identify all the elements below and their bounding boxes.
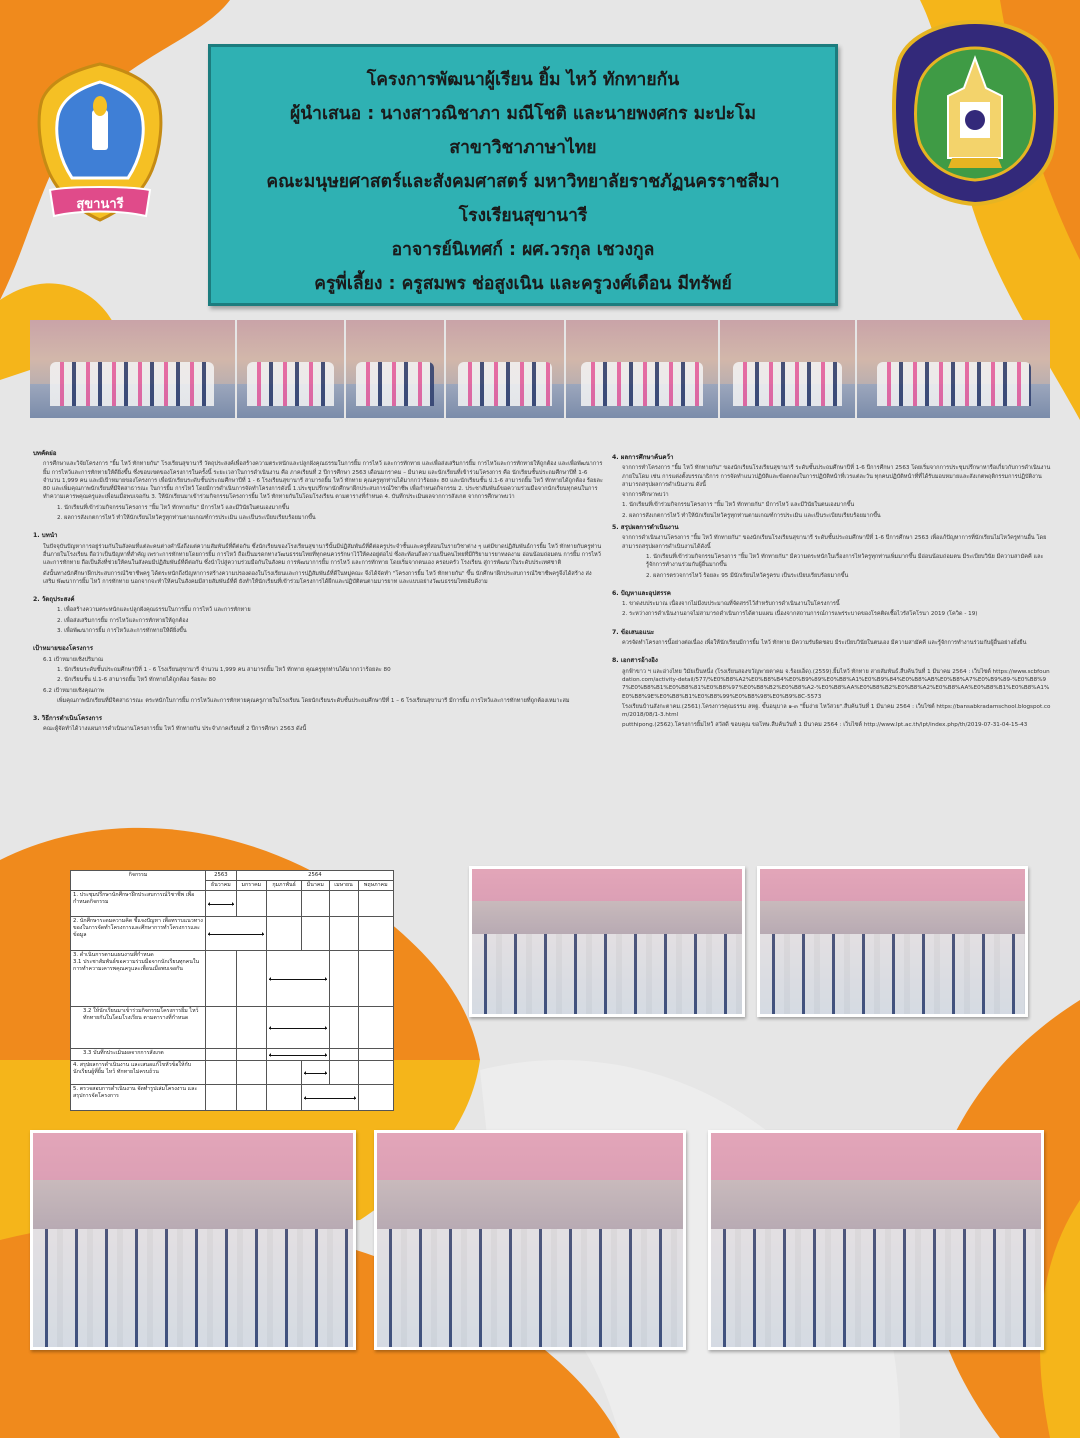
table-row: 5. ตรวจสอบการดำเนินงาน จัดทำรูปเล่มโครงงาน และสรุปการจัดโครงการ <box>71 1085 206 1111</box>
paragraph: เพิ่มคุณภาพนักเรียนที่มีจิตสาธารณะ ตระหนักในการยิ้ม การไหว้และการทักทายคุณครูภายในโรงเรียน โดยนักเรียนระดับชั้นประถมศึกษาปีที่ 1 – 6 โรงเรียนสุขานารี มีการยิ้ม การไหว้และการทักทายที่ถูกต้องเหมาะสม <box>57 697 570 704</box>
activity-photo <box>757 866 1028 1017</box>
month-header: กุมภาพันธ์ <box>267 881 302 891</box>
section-heading: 2. วัตถุประสงค์ <box>33 596 75 604</box>
table-row: 2. นักศึกษาระดมความคิด ชี้แจงปัญหา เพื่อทราบแนวทางของในการจัดทำโครงการและศึกษาการทำโครงการและข้อมูล <box>71 917 206 951</box>
photo-strip <box>30 320 1050 418</box>
timeline-arrow <box>269 1055 327 1056</box>
timeline-cell <box>267 1049 330 1061</box>
section-heading: 7. ข้อเสนอแนะ <box>612 628 655 636</box>
table-row: 3. ดำเนินการตามแผนงานที่กำหนด 3.1 ประชาสัมพันธ์ขอความร่วมมือจากนักเรียนทุกคนในการทำความเคารพคุณครูและเพื่อนเมื่อพบเจอกัน <box>71 951 206 1007</box>
timeline-arrow <box>304 1098 355 1099</box>
timeline-cell <box>267 1007 330 1049</box>
section-heading: 5. สรุปผลการดำเนินงาน <box>612 524 679 532</box>
table-row: 1. ประชุมปรึกษานักศึกษาฝึกประสบการณ์วิชาชีพ เพื่อกำหนดกิจกรรม <box>71 891 206 917</box>
month-header: มกราคม <box>236 881 266 891</box>
timeline-arrow <box>269 979 327 980</box>
timeline-cell <box>302 1061 329 1085</box>
timeline-arrow <box>208 904 234 905</box>
paragraph: ในปัจจุบันปัญหาการอยู่ร่วมกันในสังคมที่แต่ละคนต่างคำนึงถึงแต่ความสัมพันธ์ที่ดีต่อกัน ซึ่งนักเรียนของโรงเรียนสุขานารีนั้นมีปฏิสัมพันธ์ที่ดีต่อครูประจำชั้นและครูที่สอนในรายวิชาต่าง ๆ แต่มีขาดปฏิสัมพันธ์การยิ้ม ไหว้ ทักทายกับครูท่านอื่นภายในโรงเรียน ถือว่าเป็นปัญหาที่สำคัญ เพราะการทักทายโดยการยิ้ม การไหว้ ถือเป็นมรดกทางวัฒนธรรมไทยที่ทุกคนควรรักษาไว้ให้คงอยู่ต่อไป ซึ่งสะท้อนถึงความเป็นคนไทยที่มีกิริยามารยาทงดงาม อ่อนน้อมถ่อมตน การยิ้ม การไหว้ และการทักทาย ถือเป็นสิ่งที่ช่วยให้คนในสังคมมีปฏิสัมพันธ์ที่ดีต่อกัน ซึ่งนำไปสู่ความร่วมมือกันในสังคม การพัฒนาการยิ้ม การไหว้ และการทักทาย โดยเริ่มจากตนเอง ครอบครัว โรงเรียน สู่การพัฒนาในระดับประเทศชาติ <box>43 543 602 567</box>
photo <box>30 320 235 418</box>
list-item: 1. ขาดงบประมาณ เนื่องจากไม่มีงบประมาณที่จัดสรรไว้สำหรับการดำเนินงานในโครงการนี้ <box>622 601 840 608</box>
section-heading: 6. ปัญหาและอุปสรรค <box>612 589 671 597</box>
list-item: 1. นักเรียนที่เข้าร่วมกิจกรรมโครงการ "ยิ้ม ไหว้ ทักทายกัน" มีการไหว้ และมีวินัยในตนเองมากขึ้น <box>622 502 855 509</box>
timeline-arrow <box>269 1028 327 1029</box>
department: สาขาวิชาภาษาไทย <box>449 138 597 158</box>
presenters: ผู้นำเสนอ : นางสาวณิชาภา มณีโชติ และนายพงศกร มะปะโม <box>289 104 757 124</box>
mentor-teachers: ครูพี่เลี้ยง : ครูสมพร ช่อสูงเนิน และครูวงศ์เดือน มีทรัพย์ <box>314 274 732 294</box>
table-header: 2563 <box>206 871 237 881</box>
list-item: 1. นักเรียนที่เข้าร่วมกิจกรรมโครงการ "ยิ้ม ไหว้ ทักทายกัน" มีความตระหนักในเรื่องการไหว้ครูทุกท่านเพิ่มมากขึ้น มีอ่อนน้อมถ่อมตน มีระเบียบวินัย มีความสามัคคี และรู้จักการทำงานร่วมกับผู้อื่นมากขึ้น <box>646 553 1044 569</box>
paragraph: การศึกษาและวิจัยโครงการ "ยิ้ม ไหว้ ทักทายกัน" โรงเรียนสุขานารี วัตถุประสงค์เพื่อสร้างความตระหนักและปลูกฝังคุณธรรมในการยิ้ม การไหว้ และการทักทาย และเพื่อส่งเสริมการยิ้ม การไหว้และการทักทายให้ถูกต้อง และเพื่อพัฒนาการยิ้ม การไหว้และการทักทายให้ดียิ่งขึ้น ซึ่งขอบเขตของโครงการในครั้งนี้ ระยะเวลาในการดำเนินงาน คือ ภาคเรียนที่ 2 ปีการศึกษา 2563 เดือนมกราคม – มีนาคม และนักเรียนที่เข้าร่วมโครงการ คือ นักเรียนชั้นประถมศึกษาปีที่ 1-6 จำนวน 1,999 คน และมีเป้าหมายของโครงการ เพื่อนักเรียนระดับชั้นประถมศึกษาปีที่ 1 - 6 โรงเรียนสุขานารี สามารถยิ้ม ไหว้ ทักทาย คุณครูทุกท่านได้มากกว่าร้อยละ 80 และนักเรียนชั้น ป.1-6 สามารถยิ้ม ไหว้ ทักทายได้ถูกต้อง ร้อยละ 80 และเพิ่มคุณภาพนักเรียนที่มีจิตสาธารณะ ในการยิ้ม การไหว้ โดยมีการดำเนินการจัดทำโครงการดังนี้ 1.ประชุมปรึกษานักศึกษาฝึกประสบการณ์วิชาชีพ เพื่อกำหนดกิจกรรม 2. ประชาสัมพันธ์ขอความร่วมมือจากนักเรียนทุกคนในการทำความเคารพคุณครูและเพื่อนเมื่อพบเจอกัน 3. ให้นักเรียนมาเข้าร่วมกิจกรรมโครงการยิ้ม ไหว้ ทักทายกันในโดมโรงเรียน ตามตารางที่กำหนด 4. บันทึกประเมินผลจากการสังเกต จากการศึกษาพบว่า <box>43 461 603 501</box>
table-header: กิจกรรม <box>71 871 206 891</box>
paragraph: 6.1 เป้าหมายเชิงปริมาณ <box>43 656 104 663</box>
reference-item: putthipong.(2562).โครงการยิ้มไหว้ สวัสดี ขอบคุณ ขอโทษ.สืบค้นวันที่ 1 มีนาคม 2564 : เว็บไซต์ http://www.lpt.ac.th/lpt/index.php/th/2019-07-31-04-15-43 <box>622 722 1028 729</box>
section-heading: บทคัดย่อ <box>33 450 57 457</box>
section-heading: 8. เอกสารอ้างอิง <box>612 657 658 665</box>
reference-item: โรงเรียนบ้านสังกะตาคม.(2561).โครงการคุณธรรม ลหฐ. ขั้นอนุบาล ๑-๓ "ยิ้มง่าย ไหว้สวย".สืบค้นวันที่ 1 มีนาคม 2564 : เว็บไซต์ https://bansabkradamschool.blogspot.com/2018/08/1-3.html <box>622 703 1051 719</box>
title-box <box>208 44 838 306</box>
list-item: 1. นักเรียนระดับชั้นประถมศึกษาปีที่ 1 - 6 โรงเรียนสุขานารี จำนวน 1,999 คน สามารถยิ้ม ไหว้ ทักทาย คุณครูทุกท่านได้มากกว่าร้อยละ 80 <box>57 666 391 673</box>
table-row: 3.2 ให้นักเรียนมาเข้าร่วมกิจกรรมโครงการยิ้ม ไหว้ ทักทายกันในโดมโรงเรียน ตามตารางที่กำหนด <box>71 1007 206 1049</box>
timeline-cell <box>206 917 267 951</box>
activity-photo <box>469 866 745 1017</box>
table-header: 2564 <box>236 871 393 881</box>
project-title: โครงการพัฒนาผู้เรียน ยิ้ม ไหว้ ทักทายกัน <box>366 70 680 90</box>
month-header: เมษายน <box>329 881 358 891</box>
list-item: 2. ผลการสังเกตการไหว้ ทำให้นักเรียนไหว้ครูทุกท่านตามเกณฑ์การประเมิน และเป็นระเบียบเรียบร้อยมากขึ้น <box>622 512 881 519</box>
timeline-cell <box>267 951 330 1007</box>
month-header: ธันวาคม <box>206 881 237 891</box>
paragraph: จากการทำโครงการ "ยิ้ม ไหว้ ทักทายกัน" ของนักเรียนโรงเรียนสุขานารี ระดับชั้นประถมศึกษาปีที่ 1-6 ปีการศึกษา 2563 โดยเริ่มจากการประชุมปรึกษาหารือเกี่ยวกับการดำเนินงานภายในโดม เช่น การแต่งตั้งบรรณาธิการ การจัดทำแนวปฏิบัติและข้อตกลงในการปฏิบัติหน้าที่เวรแต่ละวัน ทุกคนปฏิบัติหน้าที่ที่ได้รับมอบหมายและสังเกตพฤติกรรมการปฏิบัติงาน สามารถสรุปผลการดำเนินงาน ดังนี้ <box>622 465 1051 488</box>
school-logo-text: สุขานารี <box>76 197 124 212</box>
schedule-table <box>70 870 394 1111</box>
list-item: 3. เพื่อพัฒนาการยิ้ม การไหว้และการทักทายให้ดียิ่งขึ้น <box>57 628 187 635</box>
list-item: 2. เพื่อส่งเสริมการยิ้ม การไหว้และการทักทายให้ถูกต้อง <box>57 617 189 624</box>
timeline-arrow <box>304 1073 326 1074</box>
month-header: พฤษภาคม <box>358 881 393 891</box>
right-column <box>612 450 1052 732</box>
timeline-cell <box>302 1085 358 1111</box>
paragraph: จากการดำเนินงานโครงการ "ยิ้ม ไหว้ ทักทายกัน" ของนักเรียนโรงเรียนสุขานารี ระดับชั้นประถมศึกษาปีที่ 1-6 ปีการศึกษา 2563 เพื่อแก้ปัญหาการที่นักเรียนไม่ไหว้ครูท่านอื่น โดยสามารถสรุปผลการดำเนินงานได้ดังนี้ <box>622 535 1047 550</box>
photo <box>346 320 444 418</box>
photo <box>857 320 1050 418</box>
timeline-arrow <box>208 934 264 935</box>
list-item: 2. ผลการตรวจการไหว้ ร้อยละ 95 มีนักเรียนไหว้ครูครบ เป็นระเบียบเรียบร้อยมากขึ้น <box>646 572 849 579</box>
list-item: 2. ผลการสังเกตการไหว้ ทำให้นักเรียนไหว้ครูทุกท่านตามเกณฑ์การประเมิน และเป็นระเบียบเรียบร้อยมากขึ้น <box>57 515 316 522</box>
university-logo <box>890 18 1060 208</box>
timeline-cell <box>206 891 237 917</box>
faculty: คณะมนุษยศาสตร์และสังคมศาสตร์ มหาวิทยาลัยราชภัฏนครราชสีมา <box>266 172 780 192</box>
table-row: 3.3 บันทึกประเมินผลจากการสังเกต <box>71 1049 206 1061</box>
paragraph: 6.2 เป้าหมายเชิงคุณภาพ <box>43 687 104 694</box>
school-logo <box>30 60 170 230</box>
list-item: 1. นักเรียนที่เข้าร่วมกิจกรรมโครงการ "ยิ้ม ไหว้ ทักทายกัน" มีการไหว้ และมีวินัยในตนเองมากขึ้น <box>57 504 290 511</box>
section-heading: เป้าหมายของโครงการ <box>33 645 94 653</box>
paragraph: ควรจัดทำโครงการนี้อย่างต่อเนื่อง เพื่อให้นักเรียนมีการยิ้ม ไหว้ ทักทาย มีความรับผิดชอบ มีระเบียบวินัยในตนเอง มีความสามัคคี และรู้จักการทำงานร่วมกับผู้อื่นอย่างยั่งยืน <box>622 640 1027 647</box>
photo <box>566 320 718 418</box>
paragraph: ดังนั้นทางนักศึกษาฝึกประสบการณ์วิชาชีพครู ได้ตระหนักถึงปัญหาการสร้างความปรองดองในโรงเรียนและการปฏิสัมพันธ์ที่ดีในหมู่คณะ จึงได้จัดทำ "โครงการยิ้ม ไหว้ ทักทายกัน" ขึ้น นักศึกษาฝึกประสบการณ์วิชาชีพครูจึงได้สร้าง ส่งเสริม พัฒนาการยิ้ม ไหว้ การทักทาย นอกจากจะทำให้คนในสังคมมีสายสัมพันธ์ที่ดี ยังทำให้นักเรียนที่เข้าร่วมโครงการได้ฝึกและปฏิบัติตนตามมารยาท และแบบอย่างวัฒนธรรมไทยอันดีงาม <box>43 570 592 585</box>
section-heading: 1. บทนำ <box>33 532 58 540</box>
photo <box>237 320 345 418</box>
month-header: มีนาคม <box>302 881 329 891</box>
school-name: โรงเรียนสุขานารี <box>458 206 588 226</box>
section-heading: 4. ผลการศึกษาค้นคว้า <box>612 454 674 461</box>
table-row: 4. สรุปผลการดำเนินงาน และเสนอแก้ไขหัวข้อให้กับนักเรียนผู้ที่ยิ้ม ไหว้ ทักทายไม่ครบถ้วน <box>71 1061 206 1085</box>
supervisor: อาจารย์นิเทศก์ : ผศ.วรกุล เชวงกูล <box>391 240 655 260</box>
photo <box>720 320 856 418</box>
activity-photo <box>30 1130 356 1350</box>
left-column <box>33 446 603 736</box>
list-item: 2. นักเรียนชั้น ป.1-6 สามารถยิ้ม ไหว้ ทักทายได้ถูกต้อง ร้อยละ 80 <box>57 677 216 684</box>
list-item: 2. ระหว่างการดำเนินงานอาจไม่สามารถดำเนินการได้ตามแผน เนื่องจากสถานการณ์การแพร่ระบาดของโรคติดเชื้อไวรัสโคโรนา 2019 (โควิด - 19) <box>622 611 978 618</box>
activity-photo <box>374 1130 686 1350</box>
photo <box>446 320 564 418</box>
activity-photo <box>708 1130 1044 1350</box>
list-item: 1. เพื่อสร้างความตระหนักและปลูกฝังคุณธรรมในการยิ้ม การไหว้ และการทักทาย <box>57 607 251 614</box>
paragraph: คณะผู้จัดทำได้วางแผนการดำเนินงานโครงการยิ้ม ไหว้ ทักทายกัน ประจำภาคเรียนที่ 2 ปีการศึกษา 2563 ดังนี้ <box>43 726 307 733</box>
paragraph: จากการศึกษาพบว่า <box>622 492 669 499</box>
reference-item: ลูกฟ้าขาว ฯ และอ่างไทย วิมัยเป็นหนึ่ง (โรงเรียนสองขวัญพายตาคม จ.ร้อยเอ็ด).(2559).ยิ้มไหว้ ทักทาย สายสัมพันธ์.สืบค้นวันที่ 1 มีนาคม 2564 : เว็บไซต์ https://www.scbfoundation.com/activity-detail/577/%E0%B8%A2%E0%B8%B4%E0%B9%89%E0%B8%A1%E0%B9%84%E0%B8%AB%E0%B8%A7%E0%B9%89-%E0%B8%97%E0%B8%B1%E0%B8%81%E0%B8%97%E0%B8%B2%E0%B8%A2-%E0%B8%AA%E0%B8%B2%E0%B8%A2%E0%B8%AA%E0%B8%B1%E0%B8%A1%E0%B8%9E%E0%B8%B1%E0%B8%99%E0%B8%98%E0%B9%8C-5573 <box>622 668 1050 700</box>
section-heading: 3. วิธีการดำเนินโครงการ <box>33 715 103 723</box>
